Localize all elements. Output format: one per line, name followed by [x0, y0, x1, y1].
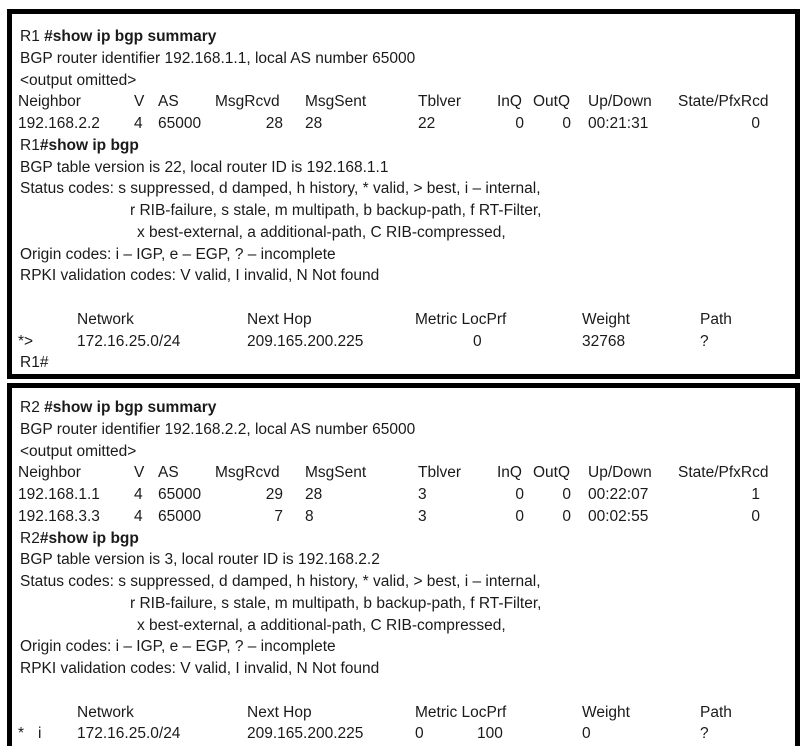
blank-line	[12, 680, 795, 702]
terminal-line	[12, 615, 795, 637]
msgrcvd-column-header: MsgRcvd	[215, 464, 280, 482]
msgrcvd-value: 28	[265, 115, 283, 132]
path-value: ?	[700, 332, 709, 350]
terminal-line	[12, 658, 795, 680]
table-row	[12, 91, 795, 113]
terminal-line	[12, 135, 795, 157]
terminal-line	[12, 419, 795, 441]
terminal-line	[12, 352, 795, 374]
as-column-header: AS	[158, 93, 179, 111]
output-text: r RIB-failure, s stale, m multipath, b backup-path, f RT-Filter,	[130, 202, 542, 219]
command-text: #show ip bgp	[39, 529, 139, 547]
outq-value: 0	[562, 507, 571, 525]
msgsent-column-header: MsgSent	[305, 93, 367, 111]
table-row	[12, 506, 795, 528]
command-text: #show ip bgp summary	[44, 399, 217, 416]
v-value: 4	[134, 486, 143, 503]
weight-value: 0	[582, 725, 591, 743]
state-column-header: State/PfxRcd	[678, 93, 769, 111]
output-text: Origin codes: i – IGP, e – EGP, ? – incomplete	[20, 638, 336, 656]
output-text: R2	[20, 529, 40, 547]
output-text: BGP router identifier 192.168.2.2, local AS number 65000	[20, 420, 416, 438]
output-text: Status codes: s suppressed, d damped, h history, * valid, > best, i – internal,	[20, 573, 541, 590]
terminal-line	[12, 528, 795, 550]
table-row	[12, 462, 795, 484]
outq-value: 0	[562, 486, 571, 503]
stat2-value: i	[38, 725, 42, 743]
updown-value: 00:21:31	[588, 115, 649, 132]
locprf-value: 100	[477, 725, 503, 743]
stat-value: *	[18, 725, 25, 743]
network-column-header: Network	[77, 310, 134, 328]
blank-line	[12, 287, 795, 309]
locprf0-value: 0	[473, 332, 482, 350]
output-text: r RIB-failure, s stale, m multipath, b backup-path, f RT-Filter,	[130, 594, 542, 612]
output-text: BGP table version is 22, local router ID is 192.168.1.1	[20, 158, 389, 176]
output-text: x best-external, a additional-path, C RIB-compressed,	[137, 616, 506, 634]
weight-column-header: Weight	[582, 703, 630, 721]
table-row	[12, 113, 795, 135]
output-text: BGP router identifier 192.168.1.1, local AS number 65000	[20, 49, 416, 67]
metriclocprf-column-header: Metric LocPrf	[415, 703, 507, 721]
msgsent-value: 28	[305, 115, 323, 132]
tblver-value: 22	[418, 115, 436, 132]
state-value: 0	[751, 507, 760, 525]
metric-value: 0	[415, 725, 424, 743]
msgrcvd-column-header: MsgRcvd	[215, 93, 280, 111]
table-row	[12, 331, 795, 353]
neighbor-column-header: Neighbor	[18, 93, 81, 111]
outq-value: 0	[562, 115, 571, 132]
updown-column-header: Up/Down	[588, 93, 652, 111]
output-text: R1	[20, 136, 40, 154]
terminal-line	[12, 397, 795, 419]
metriclocprf-column-header: Metric LocPrf	[415, 310, 507, 328]
state-value: 0	[751, 115, 760, 132]
msgrcvd-value: 7	[274, 507, 283, 525]
neighbor-value: 192.168.3.3	[18, 507, 100, 525]
outq-column-header: OutQ	[533, 464, 571, 482]
path-column-header: Path	[700, 310, 732, 328]
r1-terminal-output	[7, 9, 800, 379]
nexthop-column-header: Next Hop	[247, 703, 312, 721]
table-row	[12, 309, 795, 331]
r2-terminal-output	[7, 383, 800, 746]
nexthop-value: 209.165.200.225	[247, 725, 364, 743]
terminal-line	[12, 157, 795, 179]
stat-value: *>	[18, 332, 34, 350]
state-column-header: State/PfxRcd	[678, 464, 769, 482]
table-row	[12, 723, 795, 745]
v-column-header: V	[134, 93, 145, 111]
msgsent-column-header: MsgSent	[305, 464, 367, 482]
output-text: Status codes: s suppressed, d damped, h history, * valid, > best, i – internal,	[20, 180, 541, 198]
neighbor-value: 192.168.2.2	[18, 115, 100, 132]
tblver-value: 3	[418, 486, 427, 503]
terminal-line	[12, 178, 795, 200]
output-text: x best-external, a additional-path, C RIB-compressed,	[137, 223, 506, 241]
weight-column-header: Weight	[582, 310, 630, 328]
network-value: 172.16.25.0/24	[77, 725, 181, 743]
output-text: <output omitted>	[20, 442, 137, 460]
inq-value: 0	[515, 507, 524, 525]
updown-value: 00:02:55	[588, 507, 649, 525]
table-row	[12, 484, 795, 506]
as-value: 65000	[158, 486, 202, 503]
state-value: 1	[751, 486, 760, 503]
updown-value: 00:22:07	[588, 486, 649, 503]
v-value: 4	[134, 115, 143, 132]
output-text: R1	[20, 28, 45, 45]
nexthop-value: 209.165.200.225	[247, 332, 364, 350]
output-text: RPKI validation codes: V valid, I invalid, N Not found	[20, 660, 380, 677]
tblver-value: 3	[418, 507, 427, 525]
terminal-line	[12, 244, 795, 266]
outq-column-header: OutQ	[533, 93, 571, 111]
tblver-column-header: Tblver	[418, 93, 462, 111]
tblver-column-header: Tblver	[418, 464, 462, 482]
msgsent-value: 28	[305, 486, 323, 503]
table-row	[12, 702, 795, 724]
nexthop-column-header: Next Hop	[247, 310, 312, 328]
terminal-line	[12, 636, 795, 658]
terminal-line	[12, 70, 795, 92]
inq-column-header: InQ	[497, 93, 522, 111]
inq-value: 0	[515, 486, 524, 503]
weight-value: 32768	[582, 332, 626, 350]
network-value: 172.16.25.0/24	[77, 332, 181, 350]
inq-column-header: InQ	[497, 464, 522, 482]
msgrcvd-value: 29	[265, 486, 283, 503]
terminal-line	[12, 593, 795, 615]
output-text: <output omitted>	[20, 71, 137, 89]
neighbor-column-header: Neighbor	[18, 464, 81, 482]
command-text: #show ip bgp	[39, 136, 139, 154]
network-column-header: Network	[77, 703, 134, 721]
terminal-line	[12, 222, 795, 244]
output-text: BGP table version is 3, local router ID is 192.168.2.2	[20, 551, 380, 569]
inq-value: 0	[515, 115, 524, 132]
v-column-header: V	[134, 464, 145, 482]
terminal-line	[12, 571, 795, 593]
neighbor-value: 192.168.1.1	[18, 486, 100, 503]
output-text: R1#	[20, 354, 49, 372]
terminal-line	[12, 200, 795, 222]
terminal-line	[12, 549, 795, 571]
command-text: #show ip bgp summary	[44, 28, 217, 45]
terminal-line	[12, 265, 795, 287]
path-column-header: Path	[700, 703, 732, 721]
path-value: ?	[700, 725, 709, 743]
terminal-line	[12, 26, 795, 48]
output-text: R2	[20, 399, 45, 416]
v-value: 4	[134, 507, 143, 525]
updown-column-header: Up/Down	[588, 464, 652, 482]
as-value: 65000	[158, 507, 202, 525]
terminal-line	[12, 441, 795, 463]
output-text: RPKI validation codes: V valid, I invalid, N Not found	[20, 267, 380, 285]
as-value: 65000	[158, 115, 202, 132]
as-column-header: AS	[158, 464, 179, 482]
msgsent-value: 8	[305, 507, 314, 525]
output-text: Origin codes: i – IGP, e – EGP, ? – incomplete	[20, 245, 336, 263]
terminal-line	[12, 48, 795, 70]
